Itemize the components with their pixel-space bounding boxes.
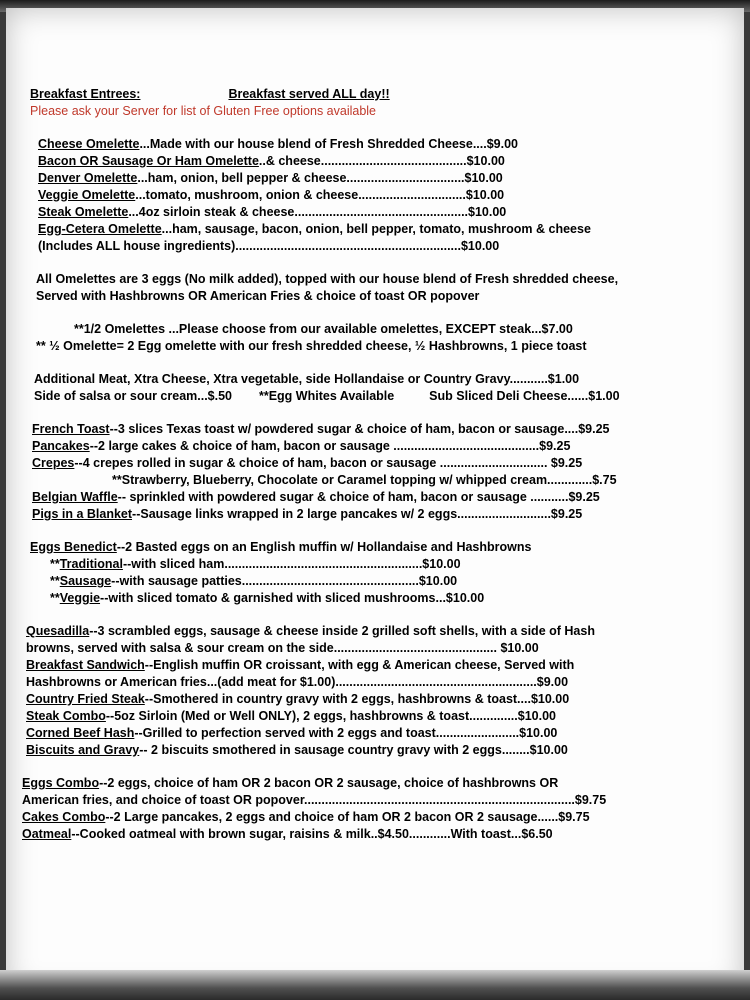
item-desc: --Cooked oatmeal with brown sugar, raisins & milk..$4.50............With toast...$6.50	[71, 827, 553, 841]
menu-item-continued: (Includes ALL house ingredients).................................................................$10.00	[38, 239, 500, 253]
omelette-info	[36, 271, 720, 305]
benedict-section	[30, 539, 720, 607]
menu-content	[22, 86, 720, 843]
item-desc: --4 crepes rolled in sugar & choice of ham, bacon or sausage ............................... $9.25	[74, 456, 583, 470]
crepe-topping: **Strawberry, Blueberry, Chocolate or Caramel topping w/ whipped cream.............$.75	[112, 473, 617, 487]
additional-line: Additional Meat, Xtra Cheese, Xtra vegetable, side Hollandaise or Country Gravy...........$1.00	[34, 372, 580, 386]
item-name: Crepes	[32, 456, 75, 470]
item-desc: -- sprinkled with powdered sugar & choice of ham, bacon or sausage ...........$9.25	[117, 490, 600, 504]
menu-item-continued: Hashbrowns or American fries...(add meat for $1.00)..........................................................$9.00	[26, 675, 569, 689]
menu-item	[38, 136, 720, 153]
benedict-option	[30, 590, 720, 607]
additional-options	[34, 371, 720, 405]
item-desc: --2 large cakes & choice of ham, bacon or sausage ..........................................$9.25	[89, 439, 571, 453]
item-name: Denver Omelette	[38, 171, 138, 185]
item-name: Bacon OR Sausage Or Ham Omelette	[38, 154, 259, 168]
item-name: Corned Beef Hash	[26, 726, 135, 740]
item-desc: --English muffin OR croissant, with egg & American cheese, Served with	[144, 658, 575, 672]
menu-item	[38, 170, 720, 187]
served-all-day-note: Breakfast served ALL day!!	[228, 87, 390, 101]
item-name: Oatmeal	[22, 827, 72, 841]
item-desc: --2 Large pancakes, 2 eggs and choice of ham OR 2 bacon OR 2 sausage......$9.75	[105, 810, 590, 824]
menu-item	[22, 809, 720, 826]
option-desc: --with sliced ham.........................................................$10.00	[122, 557, 461, 571]
item-desc: --3 scrambled eggs, sausage & cheese inside 2 grilled soft shells, with a side of Hash	[89, 624, 595, 638]
info-line: All Omelettes are 3 eggs (No milk added), topped with our house blend of Fresh shredded cheese,	[36, 272, 619, 286]
item-desc: ..& cheese..........................................$10.00	[258, 154, 505, 168]
item-desc: ...ham, onion, bell pepper & cheese..................................$10.00	[137, 171, 503, 185]
item-name: Eggs Benedict	[30, 540, 117, 554]
menu-item	[32, 489, 720, 506]
menu-item	[26, 657, 720, 674]
item-name: Steak Omelette	[38, 205, 129, 219]
benedict-option	[30, 556, 720, 573]
item-name: Country Fried Steak	[26, 692, 145, 706]
menu-item	[32, 506, 720, 523]
item-name: Belgian Waffle	[32, 490, 118, 504]
menu-header	[30, 86, 720, 103]
item-name: Steak Combo	[26, 709, 106, 723]
gluten-free-note: Please ask your Server for list of Gluten Free options available	[30, 104, 377, 118]
half-omelette-info	[30, 321, 720, 355]
item-name: Eggs Combo	[22, 776, 100, 790]
item-desc: --5oz Sirloin (Med or Well ONLY), 2 eggs, hashbrowns & toast..............$10.00	[105, 709, 556, 723]
omelette-list	[38, 136, 720, 255]
menu-item	[26, 691, 720, 708]
option-desc: --with sausage patties...................................................$10.00	[111, 574, 458, 588]
item-name: Pancakes	[32, 439, 90, 453]
item-desc: ...ham, sausage, bacon, onion, bell pepper, tomato, mushroom & cheese	[161, 222, 591, 236]
item-desc: --2 eggs, choice of ham OR 2 bacon OR 2 sausage, choice of hashbrowns OR	[99, 776, 559, 790]
menu-item	[38, 221, 720, 238]
menu-item	[38, 204, 720, 221]
item-desc: --3 slices Texas toast w/ powdered sugar & choice of ham, bacon or sausage....$9.25	[109, 422, 610, 436]
egg-whites-note: **Egg Whites Available	[258, 389, 395, 403]
menu-item	[30, 539, 720, 556]
option-prefix: **	[50, 574, 60, 588]
item-name: French Toast	[32, 422, 110, 436]
menu-item-continued: American fries, and choice of toast OR popover..............................................................................$9.75	[22, 793, 607, 807]
item-name: Cheese Omelette	[38, 137, 140, 151]
item-name: Biscuits and Gravy	[26, 743, 140, 757]
menu-item	[38, 153, 720, 170]
benedict-option	[30, 573, 720, 590]
photo-edge-bottom	[0, 970, 750, 1000]
option-desc: --with sliced tomato & garnished with sliced mushrooms...$10.00	[100, 591, 485, 605]
griddle-list	[32, 421, 720, 523]
menu-item	[22, 826, 720, 843]
item-desc: ...4oz sirloin steak & cheese..................................................$10.00	[128, 205, 507, 219]
item-name: Veggie Omelette	[38, 188, 136, 202]
item-name: Cakes Combo	[22, 810, 106, 824]
option-prefix: **	[50, 591, 60, 605]
menu-item	[26, 623, 720, 640]
item-name: Quesadilla	[26, 624, 90, 638]
menu-item	[22, 775, 720, 792]
menu-item-continued: browns, served with salsa & sour cream on the side............................................... $10.00	[26, 641, 539, 655]
specials-list	[26, 623, 720, 759]
item-name: Egg-Cetera Omelette	[38, 222, 162, 236]
option-name: Traditional	[59, 557, 123, 571]
item-desc: --2 Basted eggs on an English muffin w/ Hollandaise and Hashbrowns	[116, 540, 532, 554]
salsa-sour-cream: Side of salsa or sour cream...$.50	[34, 389, 233, 403]
additional-line-2	[34, 388, 720, 405]
item-desc: --Sausage links wrapped in 2 large pancakes w/ 2 eggs...........................$9.25	[132, 507, 583, 521]
menu-item	[32, 455, 720, 472]
item-desc: --Smothered in country gravy with 2 eggs, hashbrowns & toast....$10.00	[144, 692, 570, 706]
deli-cheese-sub: Sub Sliced Deli Cheese......$1.00	[429, 389, 620, 403]
info-line: Served with Hashbrowns OR American Fries & choice of toast OR popover	[36, 289, 480, 303]
option-name: Veggie	[59, 591, 101, 605]
option-prefix: **	[50, 557, 60, 571]
menu-item	[26, 742, 720, 759]
half-omelette-price: **1/2 Omelettes ...Please choose from our available omelettes, EXCEPT steak...$7.00	[74, 322, 573, 336]
combos-list	[22, 775, 720, 843]
item-desc: -- 2 biscuits smothered in sausage country gravy with 2 eggs........$10.00	[139, 743, 568, 757]
option-name: Sausage	[59, 574, 112, 588]
menu-item	[26, 708, 720, 725]
item-name: Breakfast Sandwich	[26, 658, 145, 672]
item-desc: --Grilled to perfection served with 2 eggs and toast........................$10.00	[134, 726, 558, 740]
item-desc: ...Made with our house blend of Fresh Shredded Cheese....$9.00	[139, 137, 518, 151]
menu-item	[32, 438, 720, 455]
section-title: Breakfast Entrees:	[30, 87, 141, 101]
item-desc: ...tomato, mushroom, onion & cheese...............................$10.00	[135, 188, 505, 202]
menu-item	[32, 421, 720, 438]
half-omelette-desc: ** ½ Omelette= 2 Egg omelette with our fresh shredded cheese, ½ Hashbrowns, 1 piece toast	[36, 339, 587, 353]
menu-item	[26, 725, 720, 742]
menu-item	[38, 187, 720, 204]
item-name: Pigs in a Blanket	[32, 507, 133, 521]
